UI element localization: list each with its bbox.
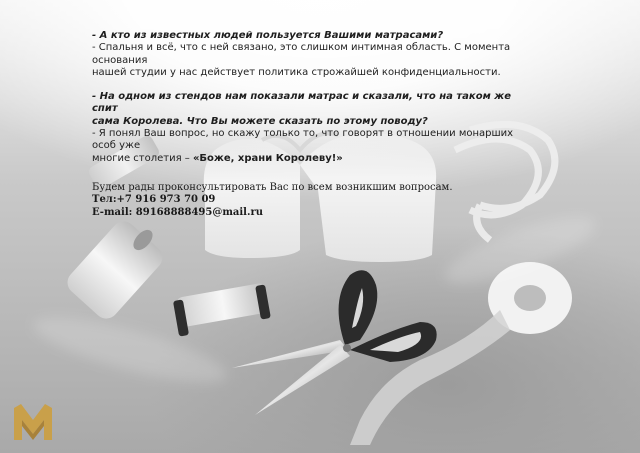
contact-block [92,182,453,219]
answer-2-line-1: - Я понял Ваш вопрос, но скажу только то, что говорят в отношении монарших особ уже [92,128,514,152]
interview-text [92,30,532,165]
answer-2-line-2 [92,153,532,165]
answer-1-line-1: - Спальня и всё, что с ней связано, это слишком интимная область. С момента основания [92,42,511,66]
answer-2-quote: «Боже, храни Королеву!» [192,152,343,164]
answer-1-line-2: нашей студии у нас действует политика строжайшей конфиденциальности. [92,66,501,78]
m-logo-icon [12,402,54,442]
question-2-line-1: - На одном из стендов нам показали матрас и сказали, что на таком же спит [92,91,511,115]
question-1: - А кто из известных людей пользуется Вашими матрасами? [92,30,444,41]
contact-email[interactable]: E-mail: 89168888495@mail.ru [92,206,264,218]
answer-2-plain: многие столетия – [92,152,193,164]
question-2-line-2: сама Королева. Что Вы можете сказать по этому поводу? [92,115,428,127]
contact-intro: Будем рады проконсультировать Вас по всем возникшим вопросам. [92,182,453,193]
contact-phone[interactable]: Тел:+7 916 973 70 09 [92,194,216,206]
